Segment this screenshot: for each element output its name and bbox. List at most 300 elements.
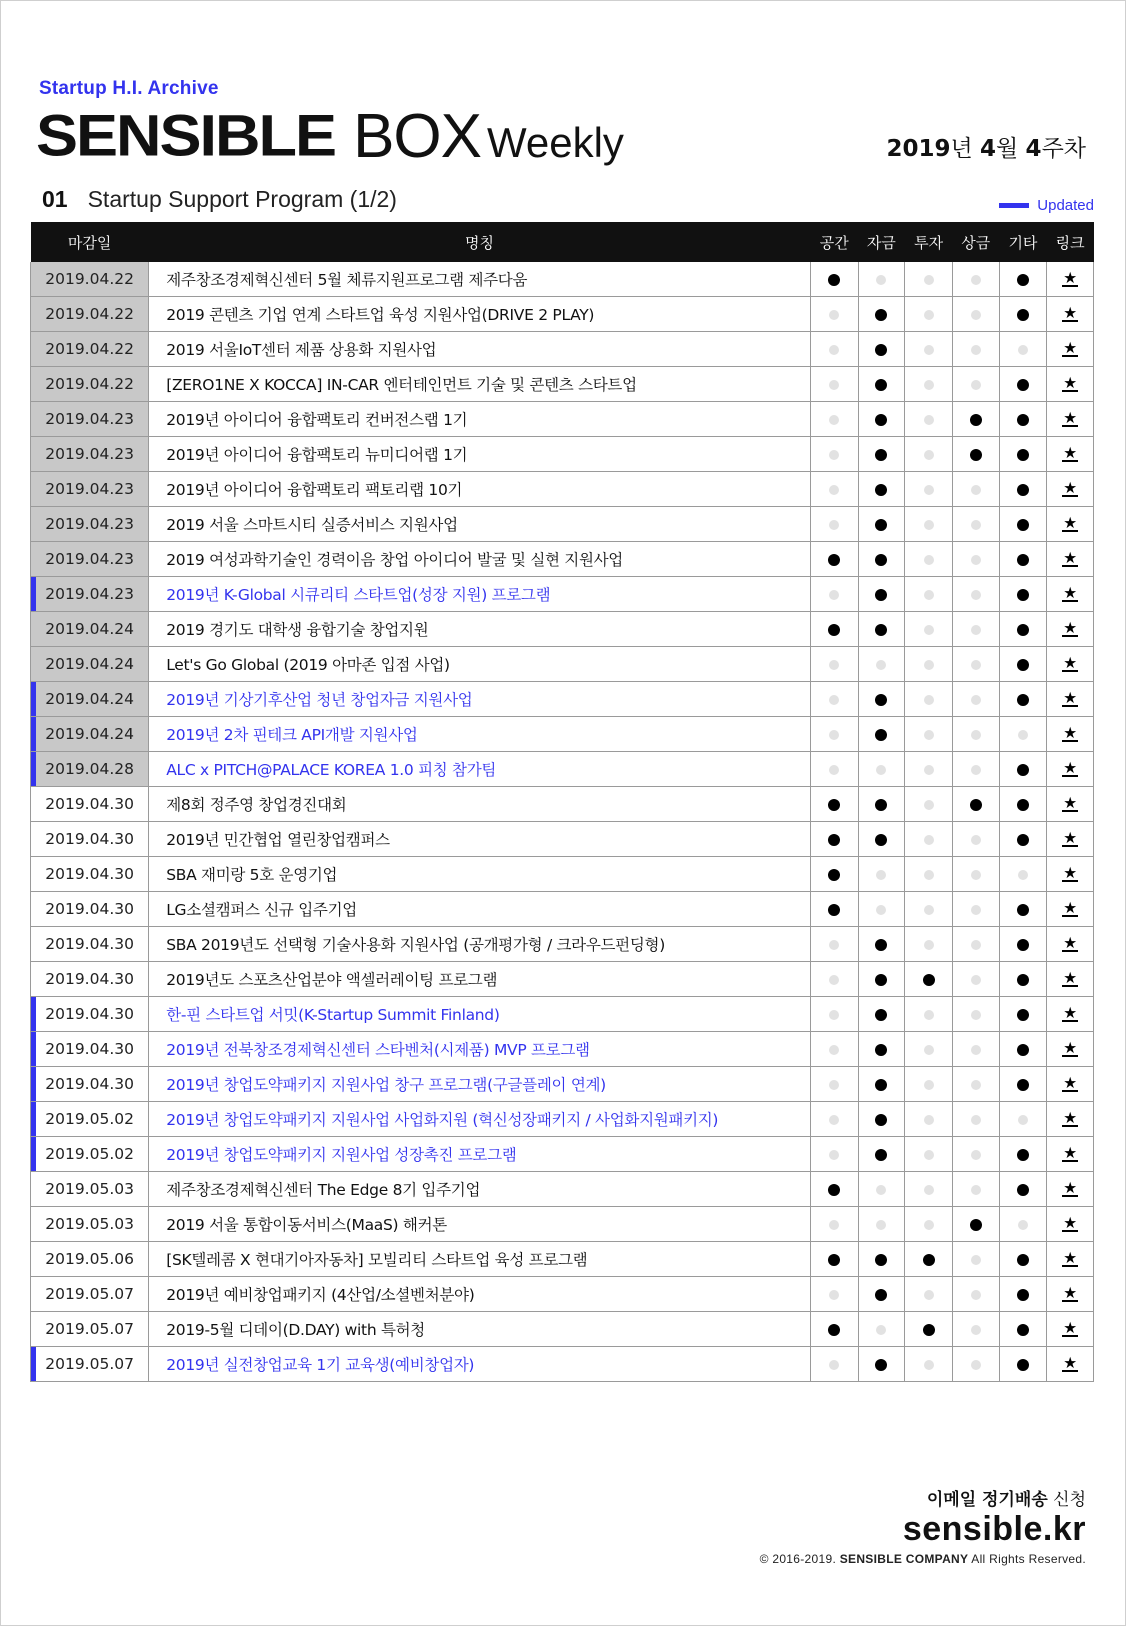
- deadline-cell: 2019.05.07: [31, 1312, 149, 1347]
- star-link-icon[interactable]: ★: [1063, 723, 1078, 742]
- link-cell: [1047, 1347, 1094, 1382]
- star-link-icon[interactable]: ★: [1063, 1178, 1078, 1197]
- program-name-cell: 2019년 기상기후산업 청년 창업자금 지원사업: [149, 682, 811, 717]
- prize-cell: [952, 1172, 999, 1207]
- space-cell: [810, 1067, 858, 1102]
- space-cell: [810, 1137, 858, 1172]
- link-cell: [1047, 612, 1094, 647]
- empty-dot-icon: [876, 275, 886, 285]
- table-row: [31, 857, 1094, 892]
- table-row: [31, 717, 1094, 752]
- empty-dot-icon: [924, 625, 934, 635]
- investment-cell: [905, 1312, 953, 1347]
- funding-cell: [858, 1277, 905, 1312]
- star-link-icon[interactable]: ★: [1063, 303, 1078, 322]
- filled-dot-icon: [875, 1009, 887, 1021]
- link-cell: [1047, 962, 1094, 997]
- program-name-cell: 제주창조경제혁신센터 5월 체류지원프로그램 제주다움: [149, 262, 811, 297]
- program-name-cell: [ZERO1NE X KOCCA] IN-CAR 엔터테인먼트 기술 및 콘텐츠 스타트업: [149, 367, 811, 402]
- funding-cell: [858, 472, 905, 507]
- col-investment: 투자: [905, 222, 953, 262]
- filled-dot-icon: [828, 1184, 840, 1196]
- empty-dot-icon: [924, 380, 934, 390]
- copyright: [760, 1552, 1086, 1566]
- deadline-cell: 2019.04.23: [31, 472, 149, 507]
- empty-dot-icon: [829, 415, 839, 425]
- filled-dot-icon: [1017, 939, 1029, 951]
- section-heading: [42, 186, 397, 213]
- other-cell: [999, 1277, 1047, 1312]
- col-space: 공간: [810, 222, 858, 262]
- col-other: 기타: [999, 222, 1047, 262]
- col-name: 명칭: [149, 222, 811, 262]
- investment-cell: [905, 612, 953, 647]
- empty-dot-icon: [971, 1010, 981, 1020]
- filled-dot-icon: [1017, 1044, 1029, 1056]
- other-cell: [999, 1242, 1047, 1277]
- deadline-cell: 2019.05.03: [31, 1207, 149, 1242]
- investment-cell: [905, 1277, 953, 1312]
- filled-dot-icon: [875, 834, 887, 846]
- table-row: [31, 1242, 1094, 1277]
- investment-cell: [905, 577, 953, 612]
- deadline-cell: 2019.04.23: [31, 402, 149, 437]
- funding-cell: [858, 892, 905, 927]
- deadline-cell: 2019.04.30: [31, 1067, 149, 1102]
- prize-cell: [952, 1032, 999, 1067]
- deadline-cell: 2019.04.23: [31, 437, 149, 472]
- funding-cell: [858, 297, 905, 332]
- prize-cell: [952, 647, 999, 682]
- empty-dot-icon: [924, 1360, 934, 1370]
- investment-cell: [905, 1207, 953, 1242]
- filled-dot-icon: [875, 1359, 887, 1371]
- investment-cell: [905, 332, 953, 367]
- deadline-cell: 2019.05.02: [31, 1137, 149, 1172]
- section-number: 01: [42, 186, 68, 212]
- col-link: 링크: [1047, 222, 1094, 262]
- investment-cell: [905, 297, 953, 332]
- investment-cell: [905, 472, 953, 507]
- star-link-icon[interactable]: ★: [1063, 583, 1078, 602]
- star-link-icon[interactable]: ★: [1063, 898, 1078, 917]
- program-name-cell: 2019년 K-Global 시큐리티 스타트업(성장 지원) 프로그램: [149, 577, 811, 612]
- star-link-icon[interactable]: ★: [1063, 863, 1078, 882]
- updated-label: Updated: [1037, 197, 1094, 214]
- empty-dot-icon: [924, 1115, 934, 1125]
- star-link-icon[interactable]: ★: [1063, 1073, 1078, 1092]
- empty-dot-icon: [924, 485, 934, 495]
- space-cell: [810, 437, 858, 472]
- deadline-cell: 2019.05.07: [31, 1277, 149, 1312]
- program-name-cell: 2019-5월 디데이(D.DAY) with 특허청: [149, 1312, 811, 1347]
- other-cell: [999, 297, 1047, 332]
- program-name-cell: 2019년 창업도약패키지 지원사업 사업화지원 (혁신성장패키지 / 사업화지원패키지): [149, 1102, 811, 1137]
- other-cell: [999, 682, 1047, 717]
- program-name-cell: 2019년 창업도약패키지 지원사업 창구 프로그램(구글플레이 연계): [149, 1067, 811, 1102]
- empty-dot-icon: [971, 1115, 981, 1125]
- other-cell: [999, 1102, 1047, 1137]
- empty-dot-icon: [829, 520, 839, 530]
- empty-dot-icon: [829, 765, 839, 775]
- program-name-cell: 2019 여성과학기술인 경력이음 창업 아이디어 발굴 및 실현 지원사업: [149, 542, 811, 577]
- subscribe-rest: 신청: [1047, 1490, 1086, 1510]
- investment-cell: [905, 962, 953, 997]
- prize-cell: [952, 577, 999, 612]
- deadline-cell: 2019.04.30: [31, 927, 149, 962]
- table-row: [31, 892, 1094, 927]
- empty-dot-icon: [971, 695, 981, 705]
- prize-cell: [952, 472, 999, 507]
- space-cell: [810, 962, 858, 997]
- star-link-icon[interactable]: ★: [1063, 618, 1078, 637]
- prize-cell: [952, 507, 999, 542]
- prize-cell: [952, 297, 999, 332]
- prize-cell: [952, 1067, 999, 1102]
- filled-dot-icon: [1017, 309, 1029, 321]
- archive-subtitle: Startup H.I. Archive: [39, 78, 219, 99]
- filled-dot-icon: [875, 589, 887, 601]
- program-name-cell: [SK텔레콤 X 현대기아자동차] 모빌리티 스타트업 육성 프로그램: [149, 1242, 811, 1277]
- space-cell: [810, 402, 858, 437]
- star-link-icon[interactable]: ★: [1063, 828, 1078, 847]
- program-name-cell: 2019 경기도 대학생 융합기술 창업지원: [149, 612, 811, 647]
- table-row: [31, 297, 1094, 332]
- empty-dot-icon: [876, 765, 886, 775]
- table-row: [31, 1032, 1094, 1067]
- empty-dot-icon: [971, 310, 981, 320]
- link-cell: [1047, 857, 1094, 892]
- logo-weekly: Weekly: [487, 119, 624, 166]
- star-link-icon[interactable]: ★: [1063, 1318, 1078, 1337]
- prize-cell: [952, 437, 999, 472]
- issue-year: 2019: [886, 136, 951, 162]
- empty-dot-icon: [924, 905, 934, 915]
- funding-cell: [858, 262, 905, 297]
- investment-cell: [905, 1067, 953, 1102]
- other-cell: [999, 332, 1047, 367]
- funding-cell: [858, 1242, 905, 1277]
- deadline-cell: 2019.04.30: [31, 997, 149, 1032]
- empty-dot-icon: [829, 590, 839, 600]
- funding-cell: [858, 717, 905, 752]
- star-link-icon[interactable]: ★: [1063, 373, 1078, 392]
- filled-dot-icon: [828, 869, 840, 881]
- filled-dot-icon: [1017, 449, 1029, 461]
- other-cell: [999, 1312, 1047, 1347]
- link-cell: [1047, 542, 1094, 577]
- other-cell: [999, 1032, 1047, 1067]
- filled-dot-icon: [1017, 834, 1029, 846]
- prize-cell: [952, 927, 999, 962]
- prize-cell: [952, 1102, 999, 1137]
- filled-dot-icon: [1017, 519, 1029, 531]
- investment-cell: [905, 367, 953, 402]
- empty-dot-icon: [924, 940, 934, 950]
- investment-cell: [905, 1137, 953, 1172]
- star-link-icon[interactable]: ★: [1063, 933, 1078, 952]
- program-name-cell: 2019년 실전창업교육 1기 교육생(예비창업자): [149, 1347, 811, 1382]
- issue-year-unit: 년: [950, 136, 980, 162]
- filled-dot-icon: [875, 379, 887, 391]
- star-link-icon[interactable]: ★: [1063, 653, 1078, 672]
- empty-dot-icon: [829, 975, 839, 985]
- empty-dot-icon: [971, 1360, 981, 1370]
- table-header: [31, 222, 1094, 262]
- investment-cell: [905, 682, 953, 717]
- star-link-icon[interactable]: ★: [1063, 338, 1078, 357]
- link-cell: [1047, 1172, 1094, 1207]
- star-link-icon[interactable]: ★: [1063, 548, 1078, 567]
- link-cell: [1047, 1242, 1094, 1277]
- prize-cell: [952, 997, 999, 1032]
- col-funding: 자금: [858, 222, 905, 262]
- star-link-icon[interactable]: ★: [1063, 1353, 1078, 1372]
- investment-cell: [905, 402, 953, 437]
- filled-dot-icon: [970, 449, 982, 461]
- program-name-cell: 제주창조경제혁신센터 The Edge 8기 입주기업: [149, 1172, 811, 1207]
- empty-dot-icon: [971, 1290, 981, 1300]
- empty-dot-icon: [829, 1045, 839, 1055]
- other-cell: [999, 997, 1047, 1032]
- star-link-icon[interactable]: ★: [1063, 1248, 1078, 1267]
- empty-dot-icon: [924, 555, 934, 565]
- space-cell: [810, 1312, 858, 1347]
- table-row: [31, 262, 1094, 297]
- empty-dot-icon: [971, 1255, 981, 1265]
- empty-dot-icon: [971, 1080, 981, 1090]
- empty-dot-icon: [829, 450, 839, 460]
- star-link-icon[interactable]: ★: [1063, 1283, 1078, 1302]
- link-cell: [1047, 297, 1094, 332]
- program-name-cell: 한-핀 스타트업 서밋(K-Startup Summit Finland): [149, 997, 811, 1032]
- table-row: [31, 577, 1094, 612]
- funding-cell: [858, 1347, 905, 1382]
- empty-dot-icon: [829, 485, 839, 495]
- star-link-icon[interactable]: ★: [1063, 1108, 1078, 1127]
- space-cell: [810, 332, 858, 367]
- empty-dot-icon: [971, 625, 981, 635]
- funding-cell: [858, 507, 905, 542]
- table-row: [31, 367, 1094, 402]
- star-link-icon[interactable]: ★: [1063, 478, 1078, 497]
- issue-month-unit: 월: [996, 136, 1026, 162]
- deadline-cell: 2019.04.24: [31, 682, 149, 717]
- other-cell: [999, 542, 1047, 577]
- program-name-cell: 제8회 정주영 창업경진대회: [149, 787, 811, 822]
- star-link-icon[interactable]: ★: [1063, 1213, 1078, 1232]
- email-subscribe-link[interactable]: [927, 1485, 1086, 1510]
- filled-dot-icon: [875, 1044, 887, 1056]
- other-cell: [999, 1207, 1047, 1242]
- investment-cell: [905, 507, 953, 542]
- funding-cell: [858, 997, 905, 1032]
- funding-cell: [858, 437, 905, 472]
- other-cell: [999, 717, 1047, 752]
- other-cell: [999, 402, 1047, 437]
- star-link-icon[interactable]: ★: [1063, 758, 1078, 777]
- logo-box: BOX: [353, 102, 481, 171]
- empty-dot-icon: [924, 520, 934, 530]
- link-cell: [1047, 682, 1094, 717]
- funding-cell: [858, 647, 905, 682]
- deadline-cell: 2019.04.24: [31, 717, 149, 752]
- empty-dot-icon: [971, 975, 981, 985]
- program-name-cell: LG소셜캠퍼스 신규 입주기업: [149, 892, 811, 927]
- empty-dot-icon: [1018, 345, 1028, 355]
- star-link-icon[interactable]: ★: [1063, 688, 1078, 707]
- table-row: [31, 542, 1094, 577]
- filled-dot-icon: [828, 554, 840, 566]
- space-cell: [810, 717, 858, 752]
- table-row: [31, 507, 1094, 542]
- link-cell: [1047, 472, 1094, 507]
- site-url[interactable]: sensible.kr: [902, 1510, 1086, 1548]
- other-cell: [999, 262, 1047, 297]
- empty-dot-icon: [971, 520, 981, 530]
- other-cell: [999, 1172, 1047, 1207]
- copyright-rights: All Rights Reserved.: [968, 1552, 1086, 1566]
- filled-dot-icon: [1017, 1184, 1029, 1196]
- deadline-cell: 2019.04.24: [31, 647, 149, 682]
- filled-dot-icon: [1017, 379, 1029, 391]
- filled-dot-icon: [875, 1254, 887, 1266]
- space-cell: [810, 542, 858, 577]
- link-cell: [1047, 1032, 1094, 1067]
- investment-cell: [905, 787, 953, 822]
- filled-dot-icon: [923, 1254, 935, 1266]
- filled-dot-icon: [1017, 1324, 1029, 1336]
- other-cell: [999, 612, 1047, 647]
- filled-dot-icon: [875, 484, 887, 496]
- star-link-icon[interactable]: ★: [1063, 1143, 1078, 1162]
- filled-dot-icon: [923, 1324, 935, 1336]
- table-row: [31, 332, 1094, 367]
- star-link-icon[interactable]: ★: [1063, 793, 1078, 812]
- deadline-cell: 2019.04.30: [31, 962, 149, 997]
- link-cell: [1047, 927, 1094, 962]
- star-link-icon[interactable]: ★: [1063, 268, 1078, 287]
- program-name-cell: 2019년 아이디어 융합팩토리 컨버전스랩 1기: [149, 402, 811, 437]
- deadline-cell: 2019.04.22: [31, 367, 149, 402]
- investment-cell: [905, 1102, 953, 1137]
- deadline-cell: 2019.04.24: [31, 612, 149, 647]
- empty-dot-icon: [924, 1185, 934, 1195]
- funding-cell: [858, 822, 905, 857]
- deadline-cell: 2019.05.02: [31, 1102, 149, 1137]
- star-link-icon[interactable]: ★: [1063, 443, 1078, 462]
- empty-dot-icon: [1018, 1220, 1028, 1230]
- other-cell: [999, 822, 1047, 857]
- filled-dot-icon: [1017, 484, 1029, 496]
- prize-cell: [952, 1347, 999, 1382]
- program-name-cell: 2019년도 스포츠산업분야 액셀러레이팅 프로그램: [149, 962, 811, 997]
- table-row: [31, 682, 1094, 717]
- space-cell: [810, 892, 858, 927]
- program-name-cell: SBA 2019년도 선택형 기술사용화 지원사업 (공개평가형 / 크라우드펀딩형): [149, 927, 811, 962]
- empty-dot-icon: [971, 905, 981, 915]
- filled-dot-icon: [875, 414, 887, 426]
- star-link-icon[interactable]: ★: [1063, 968, 1078, 987]
- empty-dot-icon: [971, 730, 981, 740]
- prize-cell: [952, 857, 999, 892]
- funding-cell: [858, 787, 905, 822]
- prize-cell: [952, 367, 999, 402]
- funding-cell: [858, 962, 905, 997]
- star-link-icon[interactable]: ★: [1063, 513, 1078, 532]
- empty-dot-icon: [876, 870, 886, 880]
- filled-dot-icon: [1017, 694, 1029, 706]
- table-row: [31, 1347, 1094, 1382]
- filled-dot-icon: [970, 799, 982, 811]
- star-link-icon[interactable]: ★: [1063, 408, 1078, 427]
- prize-cell: [952, 1312, 999, 1347]
- table-row: [31, 402, 1094, 437]
- empty-dot-icon: [876, 1220, 886, 1230]
- empty-dot-icon: [829, 380, 839, 390]
- program-name-cell: 2019년 전북창조경제혁신센터 스타벤처(시제품) MVP 프로그램: [149, 1032, 811, 1067]
- link-cell: [1047, 892, 1094, 927]
- empty-dot-icon: [829, 310, 839, 320]
- prize-cell: [952, 822, 999, 857]
- space-cell: [810, 787, 858, 822]
- filled-dot-icon: [875, 1079, 887, 1091]
- filled-dot-icon: [1017, 1079, 1029, 1091]
- empty-dot-icon: [971, 1045, 981, 1055]
- program-name-cell: 2019년 예비창업패키지 (4산업/소셜벤처분야): [149, 1277, 811, 1312]
- funding-cell: [858, 682, 905, 717]
- deadline-cell: 2019.04.30: [31, 857, 149, 892]
- link-cell: [1047, 402, 1094, 437]
- col-deadline: 마감일: [31, 222, 149, 262]
- copyright-years: © 2016-2019.: [759, 1552, 840, 1566]
- link-cell: [1047, 717, 1094, 752]
- empty-dot-icon: [971, 940, 981, 950]
- table-row: [31, 1102, 1094, 1137]
- program-name-cell: 2019 서울 스마트시티 실증서비스 지원사업: [149, 507, 811, 542]
- table-row: [31, 962, 1094, 997]
- filled-dot-icon: [1017, 799, 1029, 811]
- col-prize: 상금: [952, 222, 999, 262]
- space-cell: [810, 507, 858, 542]
- star-link-icon[interactable]: ★: [1063, 1038, 1078, 1057]
- prize-cell: [952, 962, 999, 997]
- empty-dot-icon: [971, 1185, 981, 1195]
- prize-cell: [952, 892, 999, 927]
- prize-cell: [952, 612, 999, 647]
- program-name-cell: 2019 서울IoT센터 제품 상용화 지원사업: [149, 332, 811, 367]
- prize-cell: [952, 717, 999, 752]
- issue-month: 4: [980, 136, 997, 162]
- empty-dot-icon: [924, 835, 934, 845]
- program-name-cell: 2019년 2차 핀테크 API개발 지원사업: [149, 717, 811, 752]
- star-link-icon[interactable]: ★: [1063, 1003, 1078, 1022]
- empty-dot-icon: [924, 1220, 934, 1230]
- space-cell: [810, 857, 858, 892]
- deadline-cell: 2019.04.30: [31, 892, 149, 927]
- filled-dot-icon: [1017, 1289, 1029, 1301]
- investment-cell: [905, 1347, 953, 1382]
- funding-cell: [858, 332, 905, 367]
- empty-dot-icon: [924, 1010, 934, 1020]
- filled-dot-icon: [875, 624, 887, 636]
- empty-dot-icon: [924, 345, 934, 355]
- filled-dot-icon: [875, 1289, 887, 1301]
- deadline-cell: 2019.05.06: [31, 1242, 149, 1277]
- empty-dot-icon: [971, 555, 981, 565]
- funding-cell: [858, 1137, 905, 1172]
- empty-dot-icon: [924, 450, 934, 460]
